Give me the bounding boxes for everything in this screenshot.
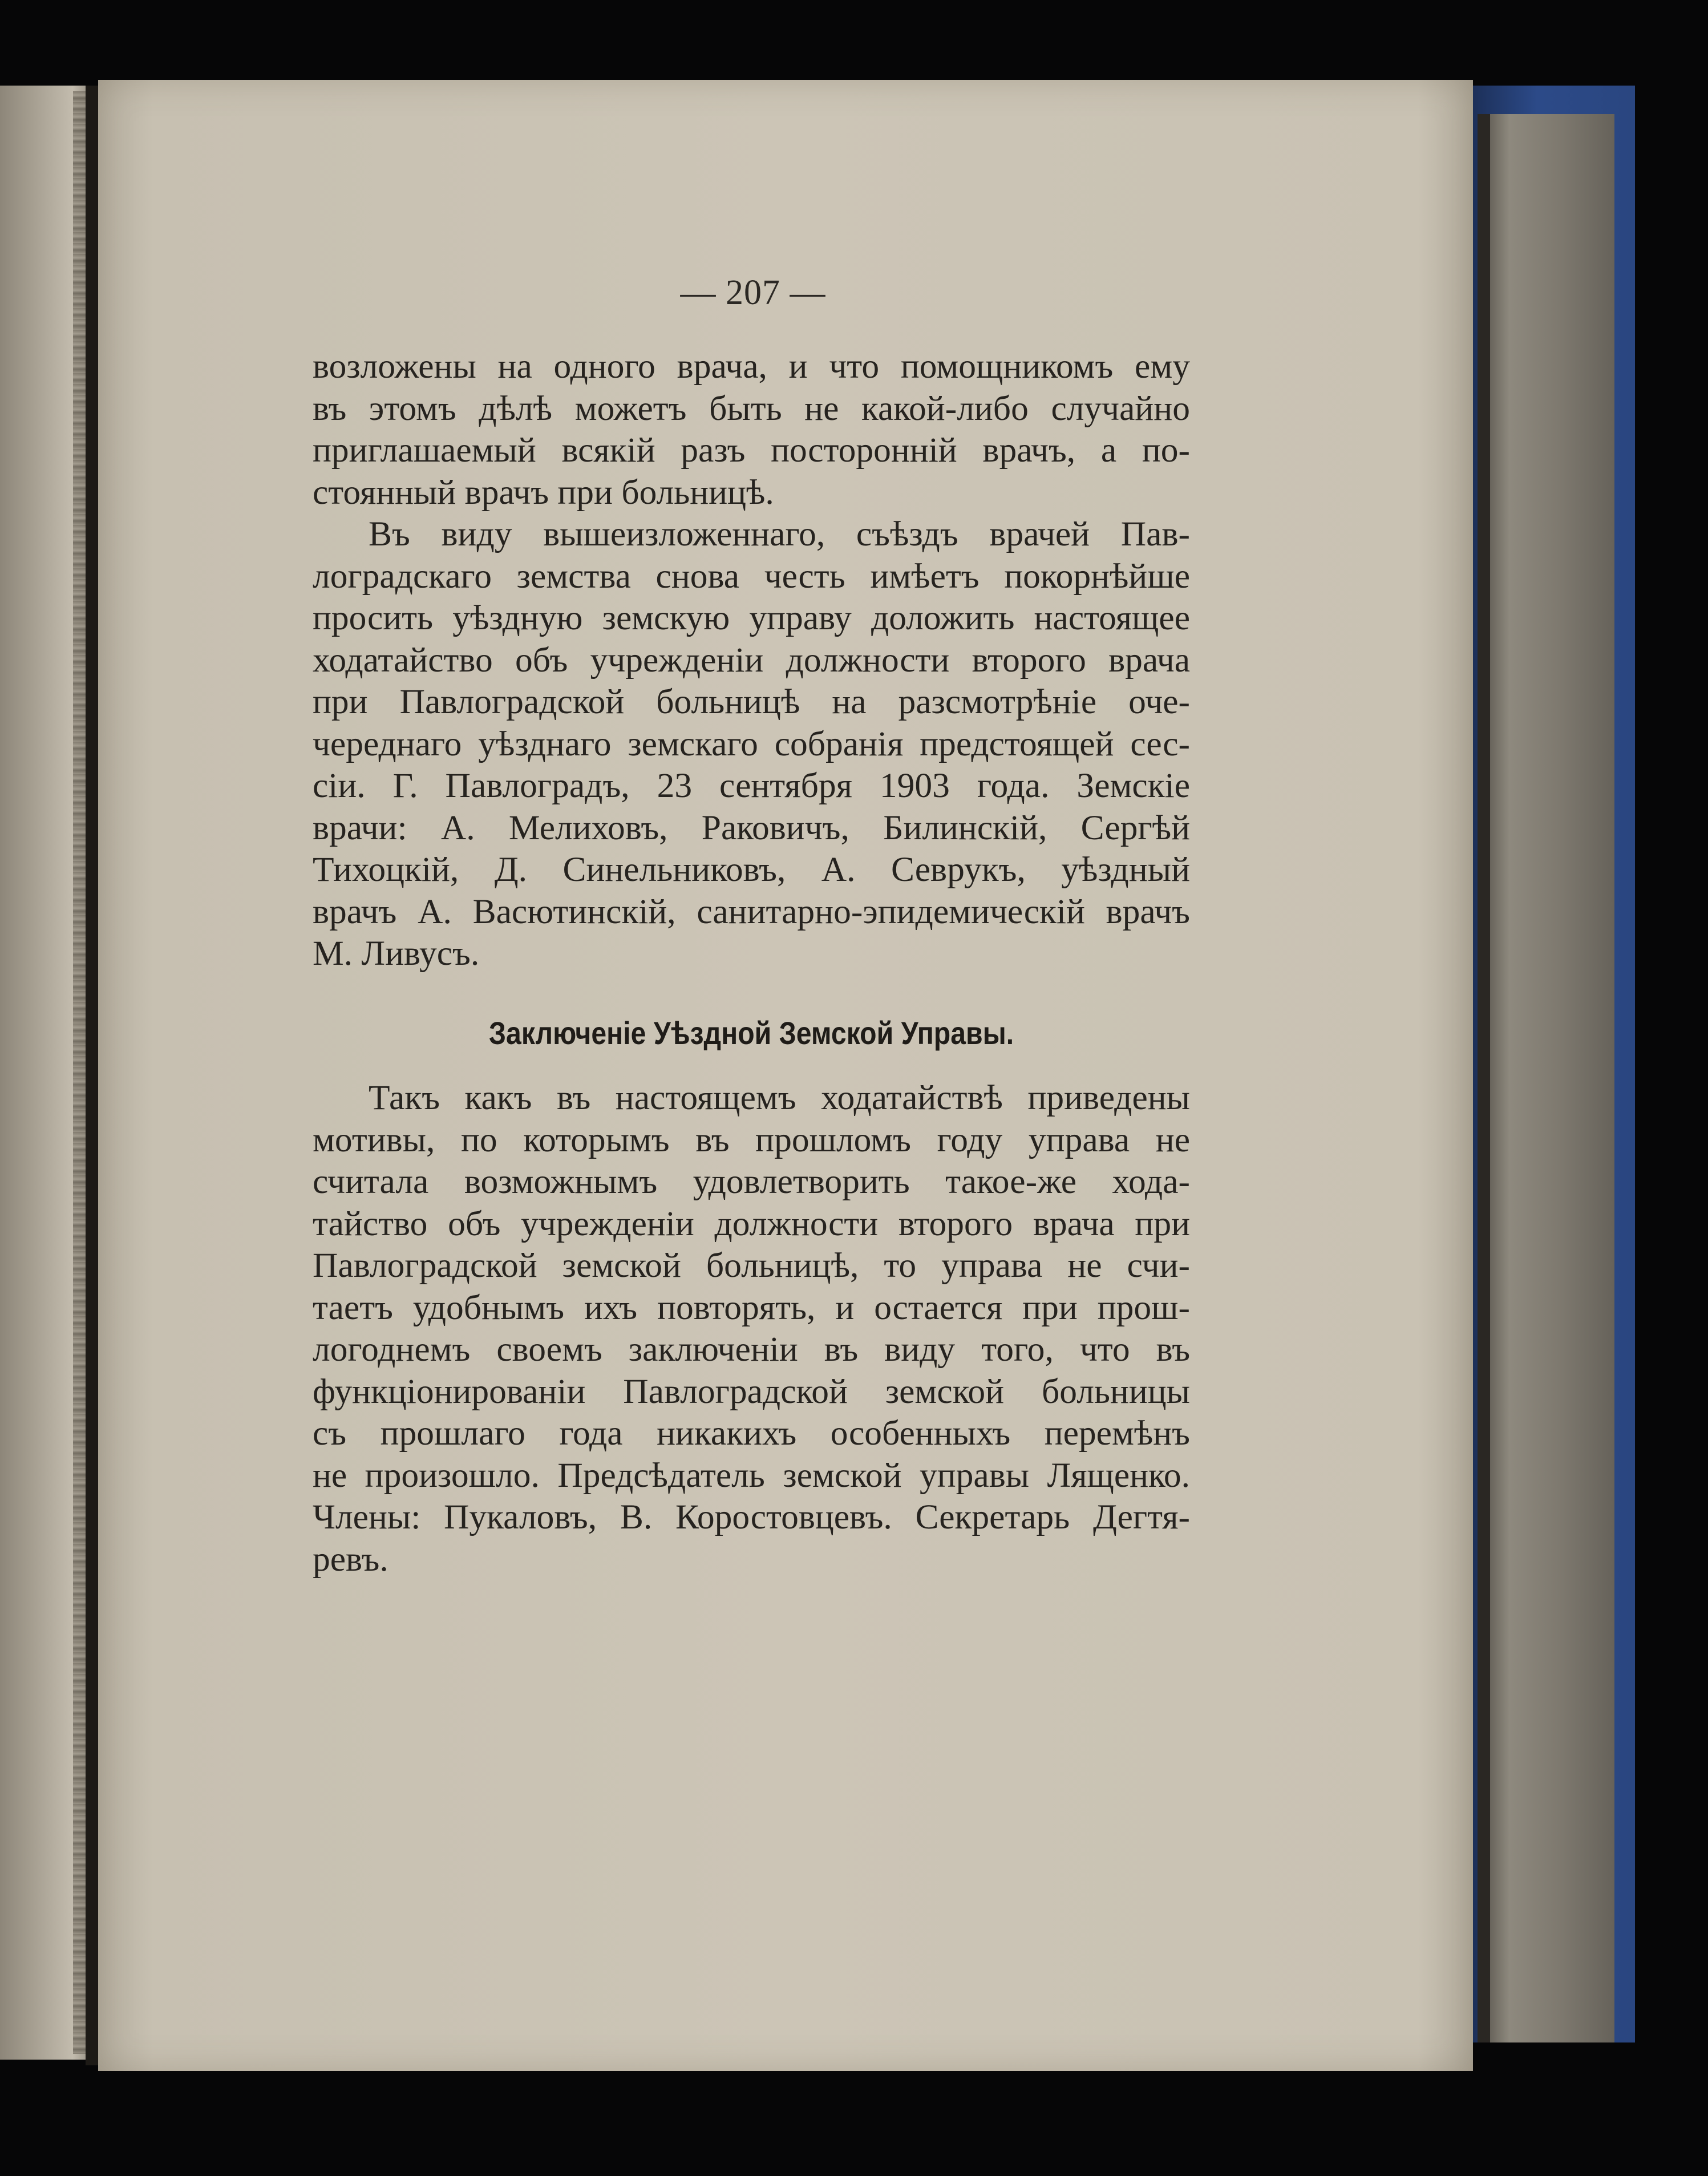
- text-line: не произошло. Предсѣдатель земской управы Лященко.: [313, 1455, 1190, 1495]
- text-line: Такъ какъ въ настоящемъ ходатайствѣ приведены: [369, 1078, 1190, 1117]
- page-block-edge: [1483, 114, 1614, 2042]
- text-line: при Павлоградской больницѣ на разсмотрѣніе оче-: [313, 682, 1190, 721]
- text-line: съ прошлаго года никакихъ особенныхъ перемѣнъ: [313, 1414, 1190, 1453]
- lower-text-block: [313, 1077, 1190, 1580]
- text-line: М. Ливусъ.: [313, 934, 480, 973]
- text-line: Члены: Пукаловъ, В. Коростовцевъ. Секретарь Дегтя-: [313, 1498, 1190, 1536]
- text-line: ходатайство объ учрежденіи должности второго врача: [313, 640, 1190, 680]
- section-heading: Заключеніе Уѣздной Земской Управы.: [488, 1015, 1014, 1051]
- text-line: возложены на одного врача, и что помощникомъ ему: [313, 347, 1190, 386]
- text-line: Павлоградской земской больницѣ, то управа не счи-: [313, 1246, 1190, 1285]
- text-line: логоднемъ своемъ заключеніи въ виду того, что въ: [313, 1330, 1190, 1369]
- text-line: мотивы, по которымъ въ прошломъ году управа не: [313, 1120, 1190, 1159]
- text-line: просить уѣздную земскую управу доложить настоящее: [313, 598, 1190, 637]
- text-line: врачи: А. Мелиховъ, Раковичъ, Билинскій, Сергѣй: [313, 808, 1190, 847]
- text-line: врачъ А. Васютинскій, санитарно-эпидемическій врачъ: [313, 892, 1190, 931]
- text-line: Въ виду вышеизложеннаго, съѣздъ врачей Пав-: [369, 515, 1190, 553]
- text-line: приглашаемый всякій разъ посторонній врачъ, а по-: [313, 431, 1190, 470]
- page-block-shadow: [1478, 114, 1490, 2042]
- text-line: считала возможнымъ удовлетворить такое-же хода-: [313, 1162, 1190, 1201]
- text-line: череднаго уѣзднаго земскаго собранія предстоящей сес-: [313, 724, 1190, 763]
- upper-text-block: [313, 346, 1190, 975]
- text-line: таетъ удобнымъ ихъ повторять, и остается при прош-: [313, 1288, 1190, 1327]
- text-line: функціонированіи Павлоградской земской больницы: [313, 1372, 1190, 1411]
- text-line: въ этомъ дѣлѣ можетъ быть не какой-либо случайно: [313, 389, 1190, 428]
- text-line: сіи. Г. Павлоградъ, 23 сентября 1903 года. Земскіе: [313, 766, 1190, 805]
- text-line: Тихоцкій, Д. Синельниковъ, А. Севрукъ, уѣздный: [313, 850, 1190, 889]
- page-number: — 207 —: [680, 273, 826, 312]
- text-line: ревъ.: [313, 1539, 388, 1579]
- text-line: тайство объ учрежденіи должности второго врача при: [313, 1204, 1190, 1243]
- text-line: лоградскаго земства снова честь имѣетъ покорнѣйше: [313, 556, 1190, 596]
- text-line: стоянный врачъ при больницѣ.: [313, 472, 774, 512]
